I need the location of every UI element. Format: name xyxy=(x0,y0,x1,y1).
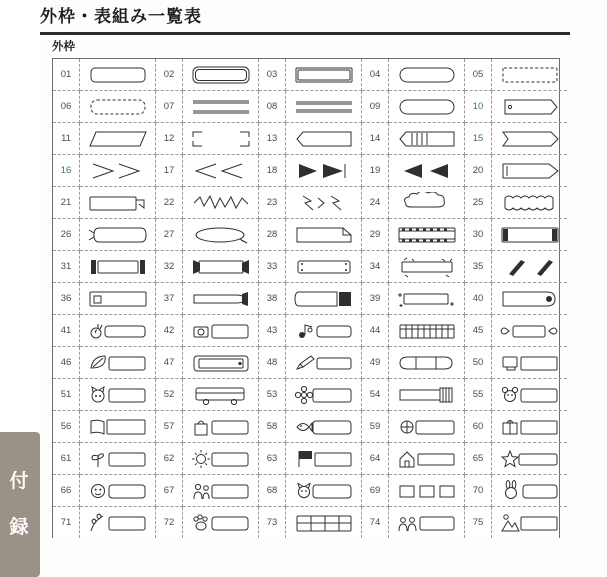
ornament-sample-oval-bubble-tail[interactable] xyxy=(183,219,259,251)
ornament-sample-face-frame[interactable] xyxy=(80,475,156,507)
ornament-number: 51 xyxy=(53,379,80,411)
ornament-number: 70 xyxy=(465,475,492,507)
ornament-number: 67 xyxy=(156,475,183,507)
ornament-number: 21 xyxy=(53,187,80,219)
ornament-sample-stadium-outline[interactable] xyxy=(389,59,465,91)
ornament-number: 32 xyxy=(156,251,183,283)
ornament-number: 50 xyxy=(465,347,492,379)
ornament-sample-scene-frame[interactable] xyxy=(492,507,568,539)
table-row xyxy=(53,315,567,347)
ornament-number: 16 xyxy=(53,155,80,187)
ornament-number: 60 xyxy=(465,411,492,443)
ornament-number: 26 xyxy=(53,219,80,251)
ornament-sample-leaf-frame[interactable] xyxy=(80,347,156,379)
ornament-sample-bottle-label-frame[interactable] xyxy=(389,379,465,411)
ornament-number: 01 xyxy=(53,59,80,91)
ornament-sample-flag-frame[interactable] xyxy=(286,443,362,475)
ornament-sample-fish-frame[interactable] xyxy=(286,411,362,443)
ornament-sample-chevron-pair-left[interactable] xyxy=(183,155,259,187)
table-row xyxy=(53,507,567,539)
ornament-sample-zigzag-burst[interactable] xyxy=(183,187,259,219)
ornament-sample-solid-left-arrows[interactable] xyxy=(389,155,465,187)
ornament-number: 41 xyxy=(53,315,80,347)
ornament-number: 33 xyxy=(259,251,286,283)
ornament-sample-lightning-pair[interactable] xyxy=(286,187,362,219)
ornament-sample-parallelogram[interactable] xyxy=(80,123,156,155)
table-row xyxy=(53,251,567,283)
ornament-number: 63 xyxy=(259,443,286,475)
ornament-sample-sport-frame[interactable] xyxy=(389,411,465,443)
ornament-sample-bracket-corners[interactable] xyxy=(183,123,259,155)
ornament-sample-confetti-frame[interactable] xyxy=(389,251,465,283)
ornament-number: 04 xyxy=(362,59,389,91)
ornament-number: 40 xyxy=(465,283,492,315)
ornament-number: 24 xyxy=(362,187,389,219)
ornament-sample-tag-shape[interactable] xyxy=(492,91,568,123)
page-title: 外枠・表組み一覧表 xyxy=(40,7,202,26)
ornament-sample-chevron-pair-right[interactable] xyxy=(80,155,156,187)
table-row xyxy=(53,59,567,91)
table-row xyxy=(53,443,567,475)
ornament-sample-plant-frame[interactable] xyxy=(80,443,156,475)
ornament-number: 03 xyxy=(259,59,286,91)
ornament-sample-phone-frame[interactable] xyxy=(183,347,259,379)
ornament-number: 15 xyxy=(465,123,492,155)
ornament-number: 47 xyxy=(156,347,183,379)
ornament-sample-pencil-frame[interactable] xyxy=(286,347,362,379)
ornament-number: 52 xyxy=(156,379,183,411)
ornament-number: 14 xyxy=(362,123,389,155)
ornament-number: 35 xyxy=(465,251,492,283)
page-title-band xyxy=(40,6,570,35)
ornament-sample-cat-frame[interactable] xyxy=(80,379,156,411)
ornament-number: 31 xyxy=(53,251,80,283)
ornament-number: 11 xyxy=(53,123,80,155)
ornament-sample-text-blocks-frame[interactable] xyxy=(389,475,465,507)
ornament-sample-teddy-frame[interactable] xyxy=(492,379,568,411)
ornament-sample-solid-flag-arrows[interactable] xyxy=(286,155,362,187)
ornament-sample-rect-with-pointer[interactable] xyxy=(80,187,156,219)
ornament-sample-double-slash-marks[interactable] xyxy=(492,251,568,283)
ornament-number: 46 xyxy=(53,347,80,379)
ornament-sample-house-frame[interactable] xyxy=(389,443,465,475)
ornament-sample-gift-frame[interactable] xyxy=(492,411,568,443)
ornament-sample-film-strip-frame[interactable] xyxy=(389,219,465,251)
ornament-number: 29 xyxy=(362,219,389,251)
ornament-number: 08 xyxy=(259,91,286,123)
ornament-sample-capsule-striped-end[interactable] xyxy=(286,283,362,315)
ornament-sample-ribbon-ends-frame[interactable] xyxy=(183,251,259,283)
ornament-number: 49 xyxy=(362,347,389,379)
ornament-number: 53 xyxy=(259,379,286,411)
ornament-number: 27 xyxy=(156,219,183,251)
ornament-number: 66 xyxy=(53,475,80,507)
ornament-number: 23 xyxy=(259,187,286,219)
ornament-sample-folded-corner-note[interactable] xyxy=(286,219,362,251)
ornament-grid xyxy=(53,59,567,538)
ornament-number: 39 xyxy=(362,283,389,315)
table-row xyxy=(53,219,567,251)
ornament-number: 45 xyxy=(465,315,492,347)
ornament-number: 75 xyxy=(465,507,492,539)
table-row xyxy=(53,187,567,219)
ornament-sample-camera-frame[interactable] xyxy=(183,315,259,347)
ornament-number: 30 xyxy=(465,219,492,251)
ornament-sample-flower-frame[interactable] xyxy=(286,379,362,411)
ornament-sample-snail-frame[interactable] xyxy=(80,315,156,347)
ornament-number: 25 xyxy=(465,187,492,219)
ornament-sample-star-frame[interactable] xyxy=(492,443,568,475)
side-tab-char-1: 付 xyxy=(9,470,31,492)
side-tab-char-2: 録 xyxy=(9,516,31,538)
appendix-side-tab[interactable] xyxy=(0,432,40,577)
ornament-number: 17 xyxy=(156,155,183,187)
section-heading: 外枠 xyxy=(52,41,75,53)
ornament-sample-bottle-frame[interactable] xyxy=(492,283,568,315)
ornament-sample-thin-double-rules[interactable] xyxy=(286,91,362,123)
table-row xyxy=(53,283,567,315)
ornament-number: 20 xyxy=(465,155,492,187)
ornament-number: 19 xyxy=(362,155,389,187)
ornament-sample-dotted-corner-frame[interactable] xyxy=(286,251,362,283)
ornament-sample-scallop-frame[interactable] xyxy=(492,187,568,219)
ornament-sample-paw-frame[interactable] xyxy=(183,507,259,539)
ornament-sample-sparkle-frame[interactable] xyxy=(389,283,465,315)
ornament-number: 65 xyxy=(465,443,492,475)
ornament-sample-ticket-frame[interactable] xyxy=(492,219,568,251)
ornament-number: 73 xyxy=(259,507,286,539)
ornament-number: 10 xyxy=(465,91,492,123)
ornament-number: 43 xyxy=(259,315,286,347)
ornament-sample-sun-frame[interactable] xyxy=(183,443,259,475)
ornament-number: 71 xyxy=(53,507,80,539)
ornament-number: 02 xyxy=(156,59,183,91)
ornament-number: 13 xyxy=(259,123,286,155)
ornament-sample-striped-arrow-bar[interactable] xyxy=(389,123,465,155)
table-row xyxy=(53,379,567,411)
ornament-sample-computer-frame[interactable] xyxy=(492,347,568,379)
ornament-number: 72 xyxy=(156,507,183,539)
ornament-number: 37 xyxy=(156,283,183,315)
ornament-sample-book-frame[interactable] xyxy=(80,411,156,443)
table-row xyxy=(53,91,567,123)
ornament-sample-double-horizontal-rules[interactable] xyxy=(183,91,259,123)
ornament-number: 54 xyxy=(362,379,389,411)
ornament-sample-square-bullet-frame[interactable] xyxy=(80,283,156,315)
ornament-number: 64 xyxy=(362,443,389,475)
ornament-number: 59 xyxy=(362,411,389,443)
ornament-sample-bag-frame[interactable] xyxy=(183,411,259,443)
ornament-grid-container xyxy=(52,58,560,538)
ornament-number: 44 xyxy=(362,315,389,347)
ornament-number: 05 xyxy=(465,59,492,91)
ornament-number: 57 xyxy=(156,411,183,443)
ornament-number: 36 xyxy=(53,283,80,315)
ornament-sample-ribbon-arrow[interactable] xyxy=(492,123,568,155)
ornament-number: 58 xyxy=(259,411,286,443)
ornament-number: 61 xyxy=(53,443,80,475)
ornament-sample-rabbit-frame[interactable] xyxy=(492,475,568,507)
table-row xyxy=(53,411,567,443)
ornament-number: 42 xyxy=(156,315,183,347)
ornament-sample-cloud-bubble[interactable] xyxy=(389,187,465,219)
table-row xyxy=(53,155,567,187)
ornament-number: 48 xyxy=(259,347,286,379)
ornament-number: 69 xyxy=(362,475,389,507)
ornament-sample-train-frame[interactable] xyxy=(183,379,259,411)
ornament-sample-vine-frame[interactable] xyxy=(80,507,156,539)
ornament-sample-pencil-banner[interactable] xyxy=(286,123,362,155)
ornament-number: 22 xyxy=(156,187,183,219)
ornament-number: 38 xyxy=(259,283,286,315)
ornament-number: 56 xyxy=(53,411,80,443)
ornament-sample-dashed-rect[interactable] xyxy=(492,59,568,91)
ornament-sample-ribbon-bow-frame[interactable] xyxy=(492,315,568,347)
ornament-number: 09 xyxy=(362,91,389,123)
ornament-sample-rect-double-line[interactable] xyxy=(286,59,362,91)
ornament-sample-rounded-rect-single[interactable] xyxy=(80,59,156,91)
ornament-sample-filled-side-bars[interactable] xyxy=(80,251,156,283)
ornament-sample-animal-frame[interactable] xyxy=(286,475,362,507)
ornament-sample-group-frame[interactable] xyxy=(389,507,465,539)
ornament-number: 68 xyxy=(259,475,286,507)
ornament-sample-fence-frame[interactable] xyxy=(389,315,465,347)
ornament-number: 34 xyxy=(362,251,389,283)
ornament-number: 55 xyxy=(465,379,492,411)
ornament-sample-arrow-banner-outline[interactable] xyxy=(492,155,568,187)
ornament-sample-mask-frame[interactable] xyxy=(389,347,465,379)
ornament-sample-stadium-thick[interactable] xyxy=(389,91,465,123)
ornament-sample-music-note-frame[interactable] xyxy=(286,315,362,347)
table-row xyxy=(53,123,567,155)
table-row xyxy=(53,347,567,379)
ornament-number: 28 xyxy=(259,219,286,251)
ornament-sample-megaphone-frame[interactable] xyxy=(183,283,259,315)
ornament-number: 74 xyxy=(362,507,389,539)
table-row xyxy=(53,475,567,507)
ornament-sample-pattern-frame[interactable] xyxy=(286,507,362,539)
ornament-sample-bubble-with-ribbon[interactable] xyxy=(80,219,156,251)
ornament-sample-rounded-rect-double[interactable] xyxy=(183,59,259,91)
ornament-number: 12 xyxy=(156,123,183,155)
ornament-number: 18 xyxy=(259,155,286,187)
ornament-number: 06 xyxy=(53,91,80,123)
ornament-number: 62 xyxy=(156,443,183,475)
ornament-sample-people-frame[interactable] xyxy=(183,475,259,507)
ornament-number: 07 xyxy=(156,91,183,123)
ornament-sample-dashed-rounded-rect[interactable] xyxy=(80,91,156,123)
